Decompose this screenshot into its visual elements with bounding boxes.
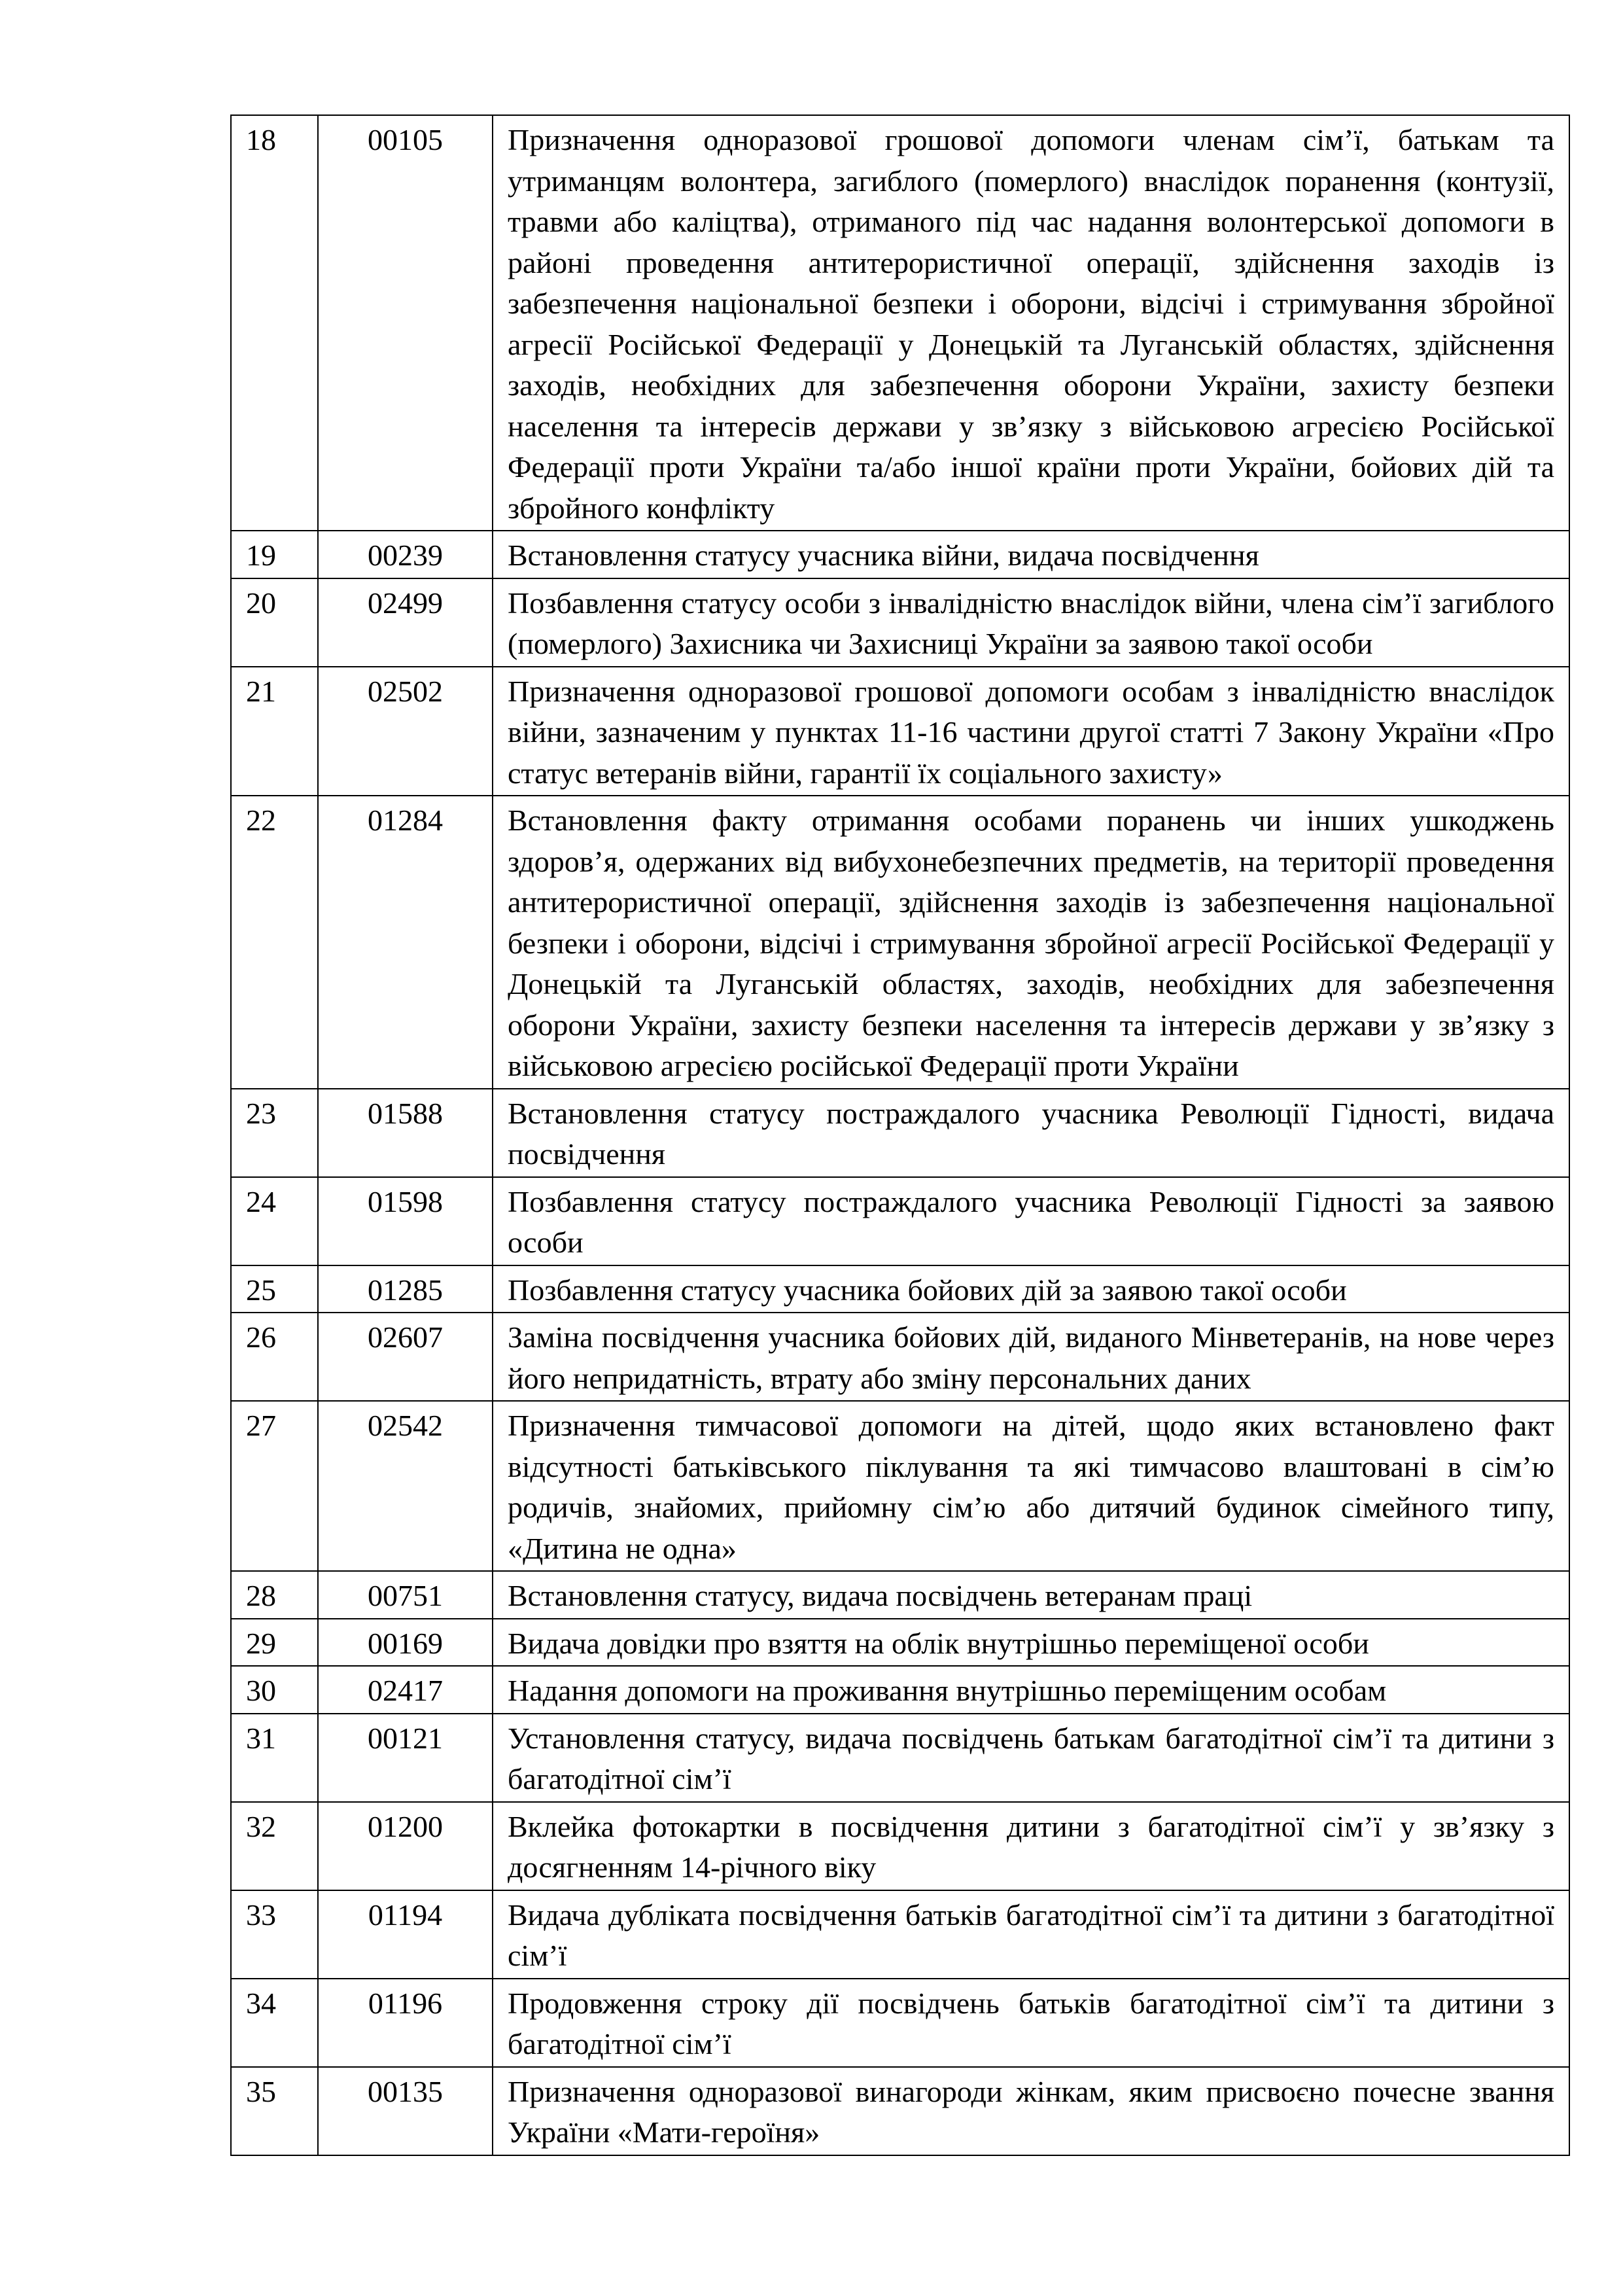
service-code: 01598	[318, 1177, 493, 1265]
table-row	[231, 1313, 1569, 1401]
service-description: Призначення одноразової грошової допомоги особам з інвалідністю внаслідок війни, зазначеним у пунктах 11-16 частини другої статті 7 Закону України «Про статус ветеранів війни, гарантії їх соціального захисту»	[493, 667, 1569, 796]
service-code: 01588	[318, 1089, 493, 1177]
service-description: Встановлення статусу, видача посвідчень ветеранам праці	[493, 1571, 1569, 1619]
service-description: Встановлення статусу учасника війни, видача посвідчення	[493, 531, 1569, 578]
row-number: 33	[231, 1890, 318, 1979]
service-code: 02607	[318, 1313, 493, 1401]
service-description: Установлення статусу, видача посвідчень батькам багатодітної сім’ї та дитини з багатодітної сім’ї	[493, 1714, 1569, 1802]
row-number: 26	[231, 1313, 318, 1401]
row-number: 23	[231, 1089, 318, 1177]
table-row	[231, 1619, 1569, 1667]
service-code: 00169	[318, 1619, 493, 1667]
service-description: Надання допомоги на проживання внутрішньо переміщеним особам	[493, 1666, 1569, 1714]
table-row	[231, 531, 1569, 578]
service-description: Видача дубліката посвідчення батьків багатодітної сім’ї та дитини з багатодітної сім’ї	[493, 1890, 1569, 1979]
row-number: 20	[231, 578, 318, 667]
service-code: 00239	[318, 531, 493, 578]
row-number: 24	[231, 1177, 318, 1265]
table-row	[231, 1666, 1569, 1714]
services-table	[230, 115, 1570, 2156]
service-description: Встановлення факту отримання особами поранень чи інших ушкоджень здоров’я, одержаних від вибухонебезпечних предметів, на території проведення антитерористичної операції, здійснення заходів із забезпечення національної безпеки і оборони, відсічі і стримування збройної агресії Російської Федерації у Донецькій та Луганській областях, заходів, необхідних для забезпечення оборони України, захисту безпеки населення та інтересів держави у зв’язку з військовою агресією російської Федерації проти України	[493, 796, 1569, 1089]
service-code: 00105	[318, 115, 493, 531]
row-number: 34	[231, 1979, 318, 2067]
service-description: Призначення тимчасової допомоги на дітей, щодо яких встановлено факт відсутності батьківського піклування та які тимчасово влаштовані в сім’ю родичів, знайомих, прийомну сім’ю або дитячий будинок сімейного типу, «Дитина не одна»	[493, 1401, 1569, 1571]
table-row	[231, 578, 1569, 667]
row-number: 28	[231, 1571, 318, 1619]
service-description: Позбавлення статусу особи з інвалідністю внаслідок війни, члена сім’ї загиблого (померлого) Захисника чи Захисниці України за заявою такої особи	[493, 578, 1569, 667]
table-row	[231, 1802, 1569, 1890]
service-code: 02542	[318, 1401, 493, 1571]
service-code: 01285	[318, 1265, 493, 1313]
service-code: 02417	[318, 1666, 493, 1714]
row-number: 29	[231, 1619, 318, 1667]
service-description: Заміна посвідчення учасника бойових дій, виданого Мінветеранів, на нове через його непридатність, втрату або зміну персональних даних	[493, 1313, 1569, 1401]
table-row	[231, 1177, 1569, 1265]
row-number: 32	[231, 1802, 318, 1890]
service-code: 00751	[318, 1571, 493, 1619]
table-row	[231, 1265, 1569, 1313]
service-code: 00121	[318, 1714, 493, 1802]
table-row	[231, 115, 1569, 531]
row-number: 18	[231, 115, 318, 531]
service-code: 01284	[318, 796, 493, 1089]
row-number: 25	[231, 1265, 318, 1313]
row-number: 30	[231, 1666, 318, 1714]
service-description: Позбавлення статусу учасника бойових дій за заявою такої особи	[493, 1265, 1569, 1313]
row-number: 27	[231, 1401, 318, 1571]
service-code: 01194	[318, 1890, 493, 1979]
service-code: 01196	[318, 1979, 493, 2067]
table-row	[231, 1089, 1569, 1177]
service-code: 02499	[318, 578, 493, 667]
table-row	[231, 1979, 1569, 2067]
service-description: Вклейка фотокартки в посвідчення дитини з багатодітної сім’ї у зв’язку з досягненням 14-річного віку	[493, 1802, 1569, 1890]
service-code: 00135	[318, 2067, 493, 2155]
row-number: 21	[231, 667, 318, 796]
service-description: Призначення одноразової грошової допомоги членам сім’ї, батькам та утриманцям волонтера, загиблого (померлого) внаслідок поранення (контузії, травми або каліцтва), отриманого під час надання волонтерської допомоги в районі проведення антитерористичної операції, здійснення заходів із забезпечення національної безпеки і оборони, відсічі і стримування збройної агресії Російської Федерації у Донецькій та Луганській областях, здійснення заходів, необхідних для забезпечення оборони України, захисту безпеки населення та інтересів держави у зв’язку з військовою агресією Російської Федерації проти України та/або іншої країни проти України, бойових дій та збройного конфлікту	[493, 115, 1569, 531]
table-row	[231, 1401, 1569, 1571]
service-code: 01200	[318, 1802, 493, 1890]
row-number: 35	[231, 2067, 318, 2155]
service-description: Встановлення статусу постраждалого учасника Революції Гідності, видача посвідчення	[493, 1089, 1569, 1177]
row-number: 22	[231, 796, 318, 1089]
table-row	[231, 1714, 1569, 1802]
table-row	[231, 796, 1569, 1089]
services-table-body	[231, 115, 1569, 2155]
table-row	[231, 1571, 1569, 1619]
service-description: Видача довідки про взяття на облік внутрішньо переміщеної особи	[493, 1619, 1569, 1667]
row-number: 19	[231, 531, 318, 578]
table-row	[231, 667, 1569, 796]
table-row	[231, 1890, 1569, 1979]
service-description: Призначення одноразової винагороди жінкам, яким присвоєно почесне звання України «Мати-героїня»	[493, 2067, 1569, 2155]
row-number: 31	[231, 1714, 318, 1802]
service-code: 02502	[318, 667, 493, 796]
service-description: Продовження строку дії посвідчень батьків багатодітної сім’ї та дитини з багатодітної сім’ї	[493, 1979, 1569, 2067]
table-row	[231, 2067, 1569, 2155]
service-description: Позбавлення статусу постраждалого учасника Революції Гідності за заявою особи	[493, 1177, 1569, 1265]
